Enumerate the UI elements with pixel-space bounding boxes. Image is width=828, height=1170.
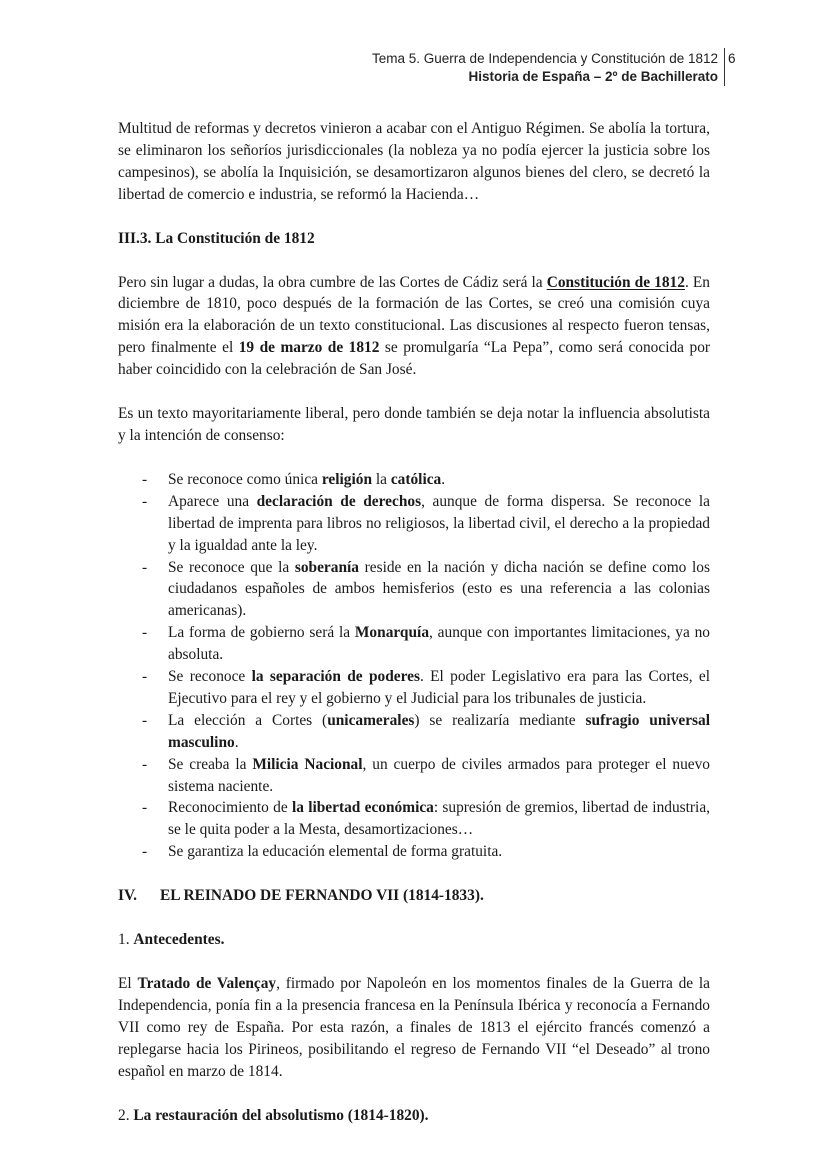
- text: Se reconoce que la: [168, 558, 295, 576]
- constitution-features-list: [118, 469, 710, 863]
- text: , firmado por Napoleón en los momentos finales de la Guerra de la Independencia, ponía fin a la presencia francesa en la Península Ibérica y reconocía a Fernando VII como rey de España. Por esta razón, a finales de 1813 el ejército francés comenzó a replegarse hacia los Pirineos, posibilitando el regreso de Fernando VII “el Deseado” al trono español en marzo de 1814.: [118, 975, 710, 1080]
- text: .: [234, 733, 239, 751]
- emphasis-tratado: Tratado de Valençay: [137, 975, 277, 992]
- emphasis: Monarquía: [354, 624, 430, 642]
- text: , aunque con importantes limitaciones, ya no absoluta.: [168, 624, 710, 664]
- page-header: [372, 50, 718, 86]
- text: Se garantiza la educación elemental de forma gratuita.: [168, 843, 503, 861]
- emphasis: unicamerales: [327, 711, 415, 729]
- text: La elección a Cortes (: [168, 711, 328, 729]
- text: . El poder Legislativo era para las Cortes, el Ejecutivo para el rey y el gobierno y el Judicial para los tribunales de justicia.: [168, 668, 710, 707]
- heading-restauracion-absolutismo: [118, 1105, 710, 1127]
- page-number: 6: [728, 51, 736, 66]
- heading-antecedentes: [118, 929, 710, 951]
- text: la: [372, 470, 391, 488]
- section-title: EL REINADO DE FERNANDO VII (1814-1833).: [160, 887, 484, 905]
- paragraph-texto-liberal: Es un texto mayoritariamente liberal, pero donde también se deja notar la influencia absolutista y la intención de consenso:: [118, 405, 710, 444]
- list-item: [118, 710, 710, 754]
- text: ) se realizaría mediante: [414, 711, 586, 729]
- emphasis: la separación de poderes: [251, 668, 420, 686]
- paragraph-constitucion: [118, 272, 710, 382]
- subsection-title: Antecedentes.: [133, 931, 225, 949]
- bullet-dash: -: [142, 668, 148, 686]
- emphasis: soberanía: [294, 558, 359, 576]
- emphasis: declaración de derechos: [256, 492, 422, 510]
- bullet-dash: -: [142, 843, 148, 861]
- text: , un cuerpo de civiles armados para proteger el nuevo sistema naciente.: [168, 755, 710, 795]
- text: , aunque de forma dispersa. Se reconoce la libertad de imprenta para libros no religiosos, la libertad civil, el derecho a la propiedad y la igualdad ante la ley.: [168, 492, 710, 554]
- list-item: [118, 797, 710, 841]
- emphasis: la libertad económica: [291, 799, 434, 817]
- heading-constitucion-1812: III.3. La Constitución de 1812: [118, 229, 315, 247]
- emphasis: religión: [321, 470, 373, 488]
- header-subtitle: Historia de España – 2º de Bachillerato: [468, 69, 718, 84]
- list-item: [118, 666, 710, 710]
- header-title: Tema 5. Guerra de Independencia y Constitución de 1812: [372, 51, 718, 66]
- text: se promulgaría “La Pepa”, como será conocida por haber coincidido con la celebración de San José.: [118, 339, 711, 379]
- list-item: [118, 841, 710, 863]
- text: : supresión de gremios, libertad de industria, se le quita poder a la Mesta, desamortizaciones…: [168, 799, 710, 839]
- document-body: [118, 118, 710, 1126]
- text: Aparece una: [168, 492, 257, 510]
- emphasis: sufragio universal masculino: [168, 711, 710, 751]
- bullet-dash: -: [142, 624, 148, 642]
- subsection-number: 2.: [118, 1106, 134, 1124]
- text: Pero sin lugar a dudas, la obra cumbre de las Cortes de Cádiz será la: [118, 273, 547, 291]
- section-number: IV.: [118, 887, 137, 905]
- emphasis-date: 19 de marzo de 1812: [238, 339, 380, 357]
- bullet-dash: -: [142, 711, 148, 729]
- text: . En diciembre de 1810, poco después de la formación de las Cortes, se creó una comisión cuya misión era la elaboración de un texto constitucional. Las discusiones al respecto fueron tensas, pero finalmente el: [118, 273, 710, 357]
- list-item: [118, 754, 710, 798]
- text: Se reconoce: [168, 668, 252, 686]
- bullet-dash: -: [142, 558, 148, 576]
- list-item: [118, 622, 710, 666]
- emphasis: Milicia Nacional: [252, 755, 363, 773]
- text: .: [441, 470, 446, 488]
- list-item: [118, 557, 710, 623]
- subsection-title: La restauración del absolutismo (1814-1820).: [133, 1106, 429, 1124]
- list-item: [118, 469, 710, 491]
- text: Reconocimiento de: [168, 799, 292, 817]
- text: Se creaba la: [168, 755, 253, 773]
- bullet-dash: -: [142, 755, 148, 773]
- bullet-dash: -: [142, 470, 148, 488]
- emphasis-constitucion: Constitución de 1812: [546, 273, 685, 291]
- text: reside en la nación y dicha nación se define como los ciudadanos españoles de ambos hemisferios (esto es una referencia a las colonias americanas).: [168, 558, 710, 620]
- text: La forma de gobierno será la: [168, 624, 355, 642]
- list-item: [118, 491, 710, 557]
- paragraph-valencay: [118, 973, 710, 1083]
- text: El: [118, 975, 138, 992]
- bullet-dash: -: [142, 492, 148, 510]
- text: Se reconoce como única: [168, 470, 322, 488]
- header-divider: [724, 48, 725, 86]
- bullet-dash: -: [142, 799, 148, 817]
- emphasis: católica: [390, 470, 442, 488]
- paragraph-reformas: Multitud de reformas y decretos vinieron a acabar con el Antiguo Régimen. Se abolía la tortura, se eliminaron los señoríos jurisdiccionales (la nobleza ya no podía ejercer la justicia sobre los campesinos), se abolía la Inquisición, se desamortizaron algunos bienes del clero, se decretó la libertad de comercio e industria, se reformó la Hacienda…: [118, 120, 710, 203]
- heading-reinado-fernando-vii: [118, 885, 710, 907]
- subsection-number: 1.: [118, 931, 134, 949]
